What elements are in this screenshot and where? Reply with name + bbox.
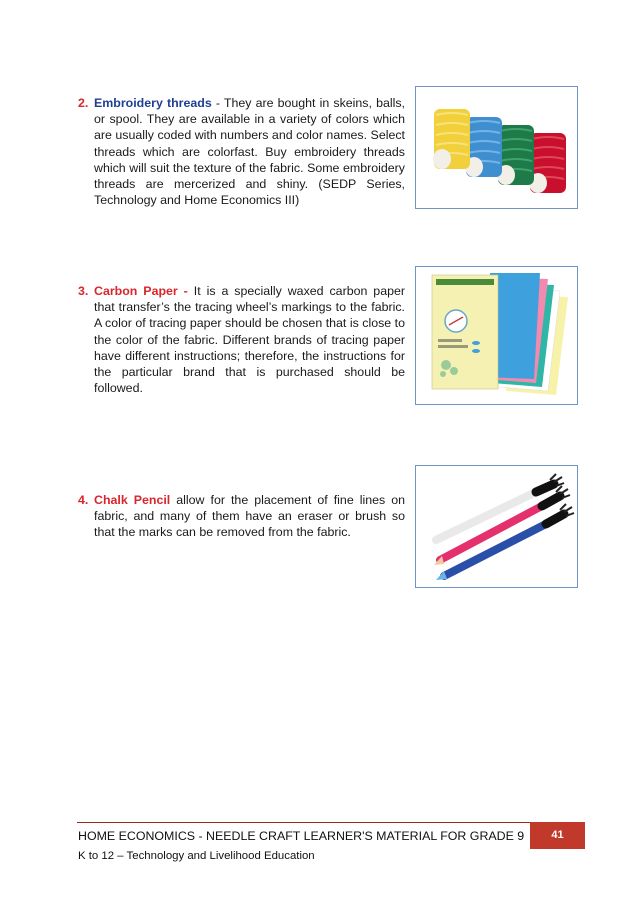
item-number: 3.: [78, 284, 89, 298]
page-number: 41: [551, 829, 564, 841]
footer-subtitle: K to 12 – Technology and Livelihood Education: [78, 850, 315, 862]
item-text: - They are bought in skeins, balls, or spool. They are available in a variety of colors which are usually coded with numbers and color names. Select threads which are colorfast. Buy embroidery threads which will suit the texture of the fabric. Some embroidery threads are mercerized and shiny. (SEDP Series, Technology and Home Economics III): [94, 96, 405, 208]
item-term: Embroidery threads: [94, 96, 212, 110]
item-text: allow for the placement of fine lines on fabric, and many of them have an eraser or brush so that the marks can be removed from the fabric.: [94, 493, 405, 540]
item-term: Carbon Paper -: [94, 284, 188, 298]
item-chalk-pencil: [78, 492, 405, 541]
item-term: Chalk Pencil: [94, 493, 171, 507]
item-paragraph: [78, 283, 405, 396]
item-paragraph: [78, 95, 405, 208]
item-carbon-paper: [78, 283, 405, 396]
chalk-pencil-icon: [416, 466, 577, 587]
footer-divider: [77, 822, 530, 823]
embroidery-threads-image: [415, 86, 578, 209]
item-embroidery-threads: [78, 95, 405, 208]
item-text: It is a specially waxed carbon paper that transfer’s the tracing wheel’s markings to the fabric. A color of tracing paper should be chosen that is close to the color of the fabric. Different brands of tracing paper have different instructions; therefore, the instructions for the particular brand that is purchased should be followed.: [94, 284, 405, 396]
item-paragraph: [78, 492, 405, 541]
item-number: 2.: [78, 96, 89, 110]
chalk-pencil-image: [415, 465, 578, 588]
item-number: 4.: [78, 493, 89, 507]
carbon-paper-image: [415, 266, 578, 405]
footer-title: HOME ECONOMICS - NEEDLE CRAFT LEARNER'S MATERIAL FOR GRADE 9: [78, 829, 525, 843]
page-number-badge: [530, 822, 585, 849]
thread-spools-icon: [416, 87, 577, 208]
carbon-paper-icon: [416, 267, 577, 404]
